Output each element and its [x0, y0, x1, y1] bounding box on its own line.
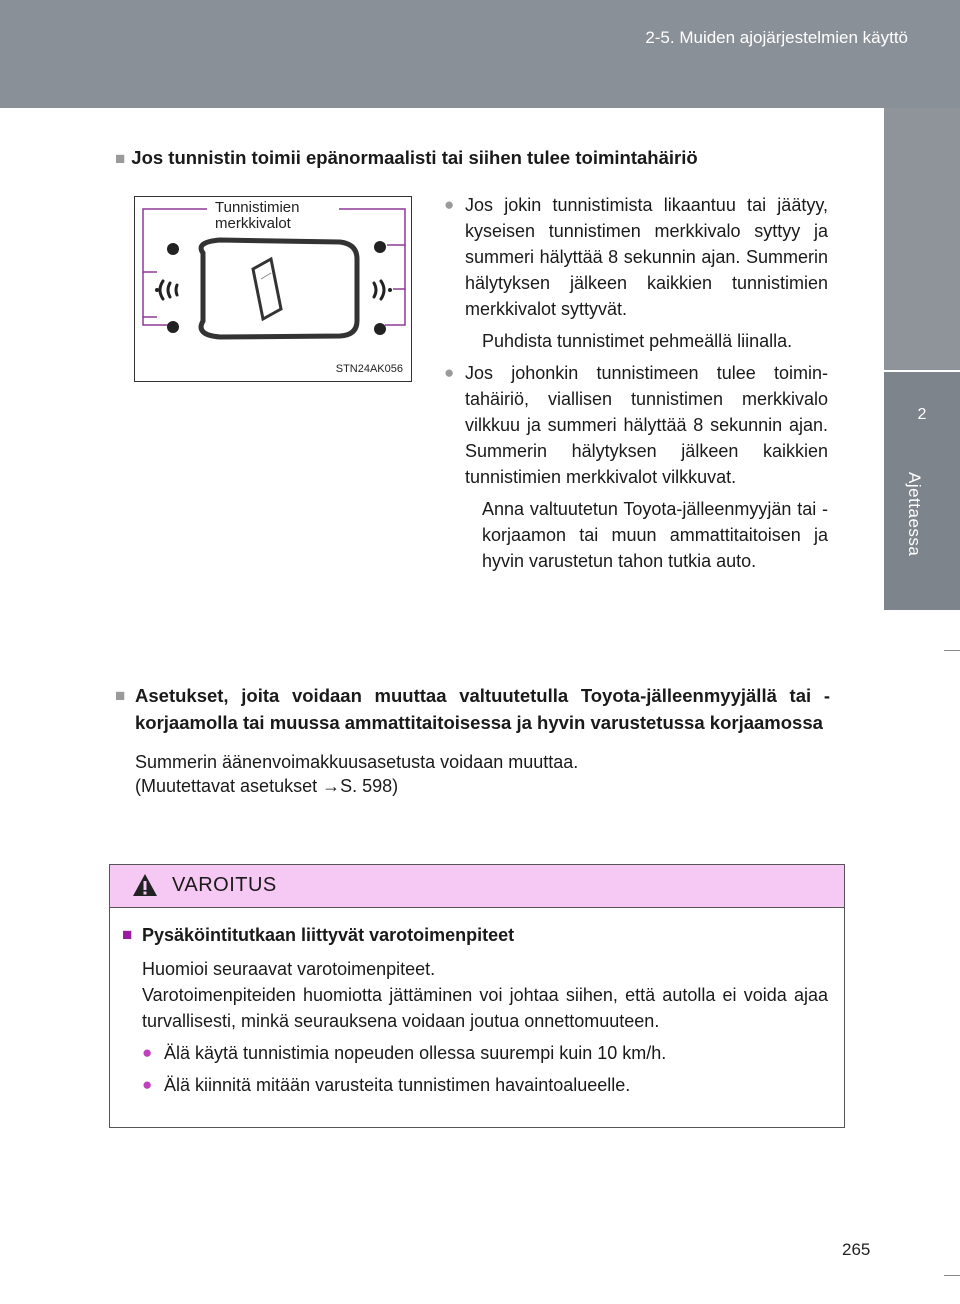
chapter-tab	[884, 372, 960, 610]
sensor-figure	[134, 196, 412, 382]
warning-body	[110, 908, 844, 1098]
section-title: 2-5. Muiden ajojärjestelmien käyttö	[645, 28, 908, 47]
warning-box	[109, 864, 845, 1128]
crop-mark	[944, 1275, 960, 1276]
square-bullet-icon: ■	[115, 149, 126, 168]
square-bullet-icon: ■	[122, 925, 133, 944]
page-header	[0, 0, 960, 108]
settings-heading: ■ Asetukset, joita voidaan muuttaa valtuutetulla Toyota-jälleenmyyjällä tai -korjaamolla tai muussa ammattitaitoisessa ja hyvin varustetussa korjaamossa	[115, 682, 830, 736]
bullet-dot-icon: ●	[444, 195, 455, 214]
list-item	[444, 192, 828, 322]
settings-section	[115, 682, 830, 798]
side-tab-top	[884, 108, 960, 370]
warning-subtitle: ■ Pysäköintitutkaan liittyvät varotoimenpiteet	[122, 922, 828, 948]
bullet-action: Puhdista tunnistimet pehmeällä liinalla.	[482, 331, 793, 351]
chapter-name: Ajettaessa	[905, 472, 924, 557]
bullet-text: Jos johonkin tunnistimeen tulee toimintahäiriö, viallisen tunnistimen merkkivalo vilkkuu ja summeri hälyttää 8 sekunnin ajan. Summerin hälytyksen jälkeen kaikkien tunnistimien merkkivalot vilkkuvat.	[465, 363, 828, 487]
chapter-number: 2	[917, 406, 927, 423]
bullet-dot-icon: ●	[142, 1043, 153, 1062]
warning-text: Huomioi seuraavat varotoimenpiteet. Varotoimenpiteiden huomiotta jättäminen voi johtaa siihen, että autolla ei voida ajaa turvallisesti, minkä seurauksena voidaan joutua onnettomuuteen.	[142, 959, 828, 1031]
figure-code: STN24AK056	[335, 363, 403, 375]
figure-label: Tunnistimien merkkivalot	[215, 199, 300, 232]
crop-mark	[944, 650, 960, 651]
bullet-text: Jos jokin tunnistimista likaantuu tai jäätyy, kyseisen tunnistimen merkkivalo syttyy ja summeri hälyttää 8 sekunnin ajan. Summerin hälytyksen jälkeen kaikkien tunnistimien merkkivalot syttyvät.	[465, 195, 828, 319]
warning-list	[122, 1040, 828, 1098]
warning-header	[110, 865, 844, 908]
section-heading	[115, 146, 830, 171]
warning-title: VAROITUS	[172, 874, 277, 896]
bullet-dot-icon: ●	[444, 363, 455, 382]
heading-text: Jos tunnistin toimii epänormaalisti tai siihen tulee toimintahäiriö	[131, 147, 698, 168]
list-item: ● Älä käytä tunnistimia nopeuden ollessa suurempi kuin 10 km/h.	[142, 1040, 828, 1066]
list-item: ● Älä kiinnitä mitään varusteita tunnistimen havaintoalueelle.	[142, 1072, 828, 1098]
settings-body: Summerin äänenvoimakkuusasetusta voidaan muuttaa. (Muutettavat asetukset →S. 598)	[135, 752, 579, 796]
square-bullet-icon: ■	[115, 686, 126, 705]
sensor-bullets	[444, 192, 828, 580]
bullet-action: Anna valtuutetun Toyota-jälleenmyyjän tai -korjaamon tai muun ammattitaitoisen ja hyvin varustetun tahon tutkia auto.	[482, 499, 828, 571]
list-item	[444, 360, 828, 490]
bullet-dot-icon: ●	[142, 1075, 153, 1094]
warning-triangle-icon	[132, 873, 158, 897]
page-number: 265	[842, 1240, 871, 1259]
